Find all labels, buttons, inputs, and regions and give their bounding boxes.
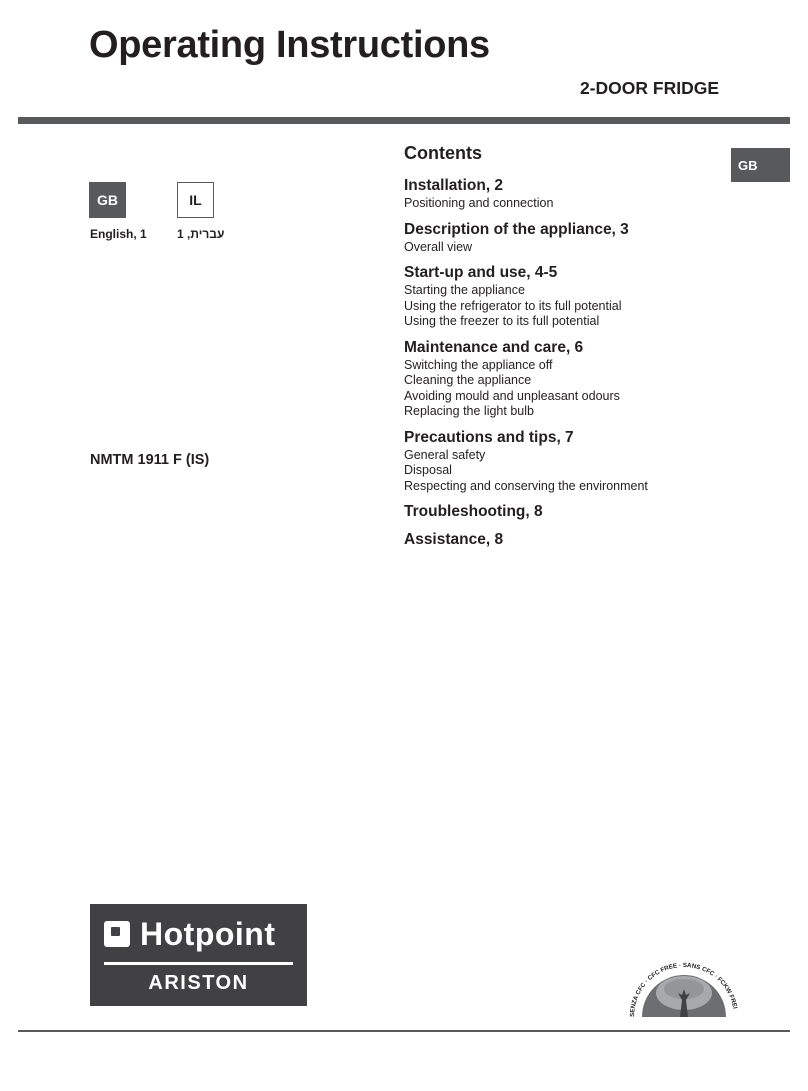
contents-sub-item: Cleaning the appliance (404, 373, 532, 387)
contents-section (404, 502, 724, 522)
contents-section-title: Precautions and tips, 7 (404, 428, 574, 446)
page-title: Operating Instructions (89, 24, 490, 66)
contents-section (404, 220, 724, 256)
contents-section (404, 176, 724, 212)
contents-sub-item: Using the refrigerator to its full potential (404, 298, 622, 313)
contents-section-title: Maintenance and care, 6 (404, 338, 584, 356)
logo-divider (104, 962, 293, 965)
language-caption-hebrew: עברית, 1 (177, 227, 225, 241)
contents-sub-item: Overall view (404, 239, 473, 254)
model-number: NMTM 1911 F (IS) (90, 452, 210, 468)
language-box-il: IL (177, 182, 214, 218)
contents-section-title: Installation, 2 (404, 177, 504, 194)
contents-section-title: Start-up and use, 4-5 (404, 264, 558, 281)
logo-sub-text: ARISTON (148, 972, 249, 994)
contents-title: Contents (404, 143, 482, 163)
badge-arc-text: SENZA CFC · CFC FREE · SANS CFC · FCKW FREI (628, 961, 739, 1018)
language-caption-english: English, 1 (90, 227, 147, 241)
logo-square-icon (104, 921, 130, 947)
contents-sub-item: Positioning and connection (404, 196, 554, 210)
contents-sub-item: Switching the appliance off (404, 357, 553, 372)
hotpoint-ariston-logo (90, 904, 307, 1006)
contents-section-title: Description of the appliance, 3 (404, 220, 629, 238)
language-side-tab: GB (731, 148, 790, 182)
contents-section (404, 530, 724, 550)
contents-sub-item: Starting the appliance (404, 283, 525, 297)
cfc-free-tree-icon (624, 945, 744, 1020)
contents-sub-item: Replacing the light bulb (404, 404, 534, 418)
logo-brand-text: Hotpoint (140, 916, 276, 952)
contents-sub-item: Respecting and conserving the environment (404, 478, 648, 493)
contents-section-title: Troubleshooting, 8 (404, 503, 543, 520)
top-divider (18, 117, 790, 124)
contents-section (404, 263, 724, 330)
contents-sub-item: General safety (404, 447, 486, 462)
bottom-divider (18, 1030, 790, 1032)
product-subtitle: 2-DOOR FRIDGE (579, 78, 719, 98)
table-of-contents (404, 142, 724, 558)
contents-sub-item: Using the freezer to its full potential (404, 314, 600, 328)
language-box-gb: GB (89, 182, 126, 218)
contents-section (404, 338, 724, 420)
contents-section (404, 428, 724, 495)
contents-sub-item: Avoiding mould and unpleasant odours (404, 388, 620, 403)
contents-sub-item: Disposal (404, 463, 452, 477)
contents-sections (404, 176, 724, 550)
contents-section-title: Assistance, 8 (404, 531, 504, 548)
logo-top-row (104, 916, 276, 952)
